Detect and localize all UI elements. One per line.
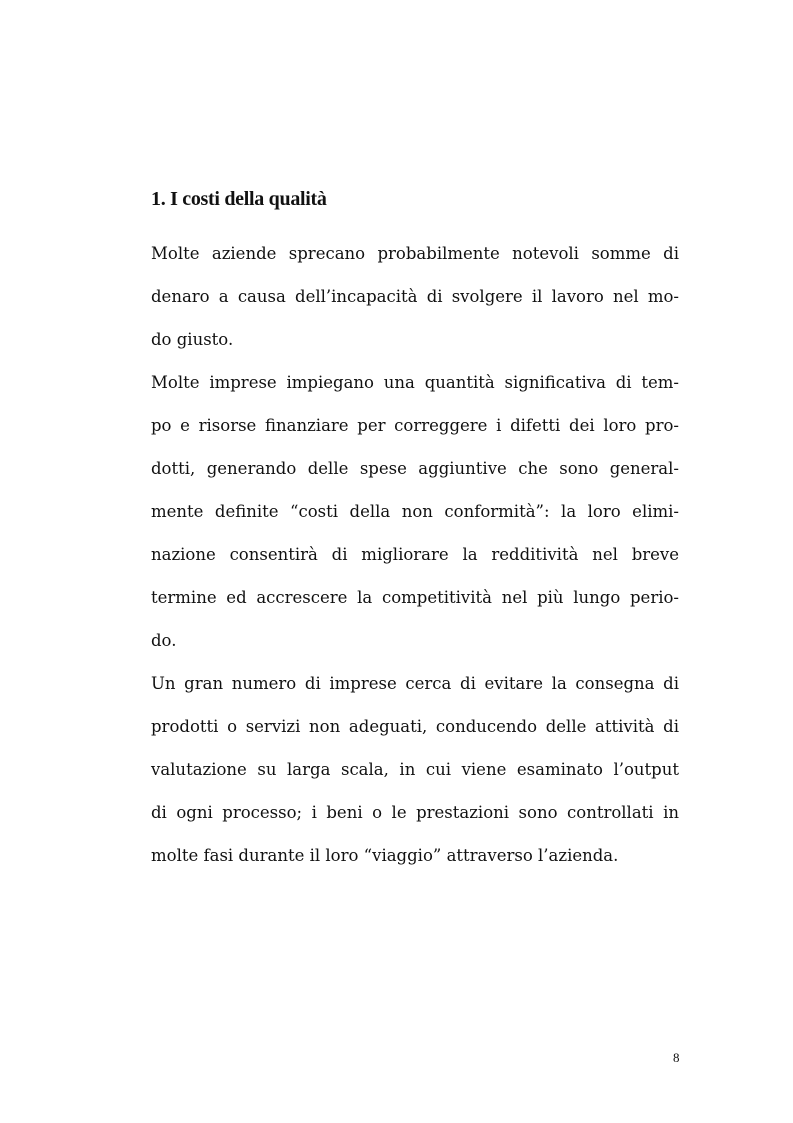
page-number: 8 [673,1050,680,1065]
body-line: termine ed accrescere la competitività nel più lungo perio- [151,588,679,607]
body-line: do. [151,631,177,650]
body-line: molte fasi durante il loro “viaggio” attraverso l’azienda. [151,846,619,865]
body-line: denaro a causa dell’incapacità di svolgere il lavoro nel mo- [151,287,679,306]
body-line: do giusto. [151,330,234,349]
body-line: Molte imprese impiegano una quantità significativa di tem- [151,373,679,392]
body-line: valutazione su larga scala, in cui viene esaminato l’output [151,760,679,779]
body-line: po e risorse finanziare per correggere i difetti dei loro pro- [151,416,679,435]
body-line: nazione consentirà di migliorare la redditività nel breve [151,545,679,564]
body-line: dotti, generando delle spese aggiuntive che sono general- [151,459,679,478]
body-line: prodotti o servizi non adeguati, conducendo delle attività di [151,717,679,736]
body-line: mente definite “costi della non conformità”: la loro elimi- [151,502,679,521]
section-heading: 1. I costi della qualità [151,188,327,210]
body-line: di ogni processo; i beni o le prestazioni sono controllati in [151,803,679,822]
body-line: Un gran numero di imprese cerca di evitare la consegna di [151,674,679,693]
body-line: Molte aziende sprecano probabilmente notevoli somme di [151,244,679,263]
